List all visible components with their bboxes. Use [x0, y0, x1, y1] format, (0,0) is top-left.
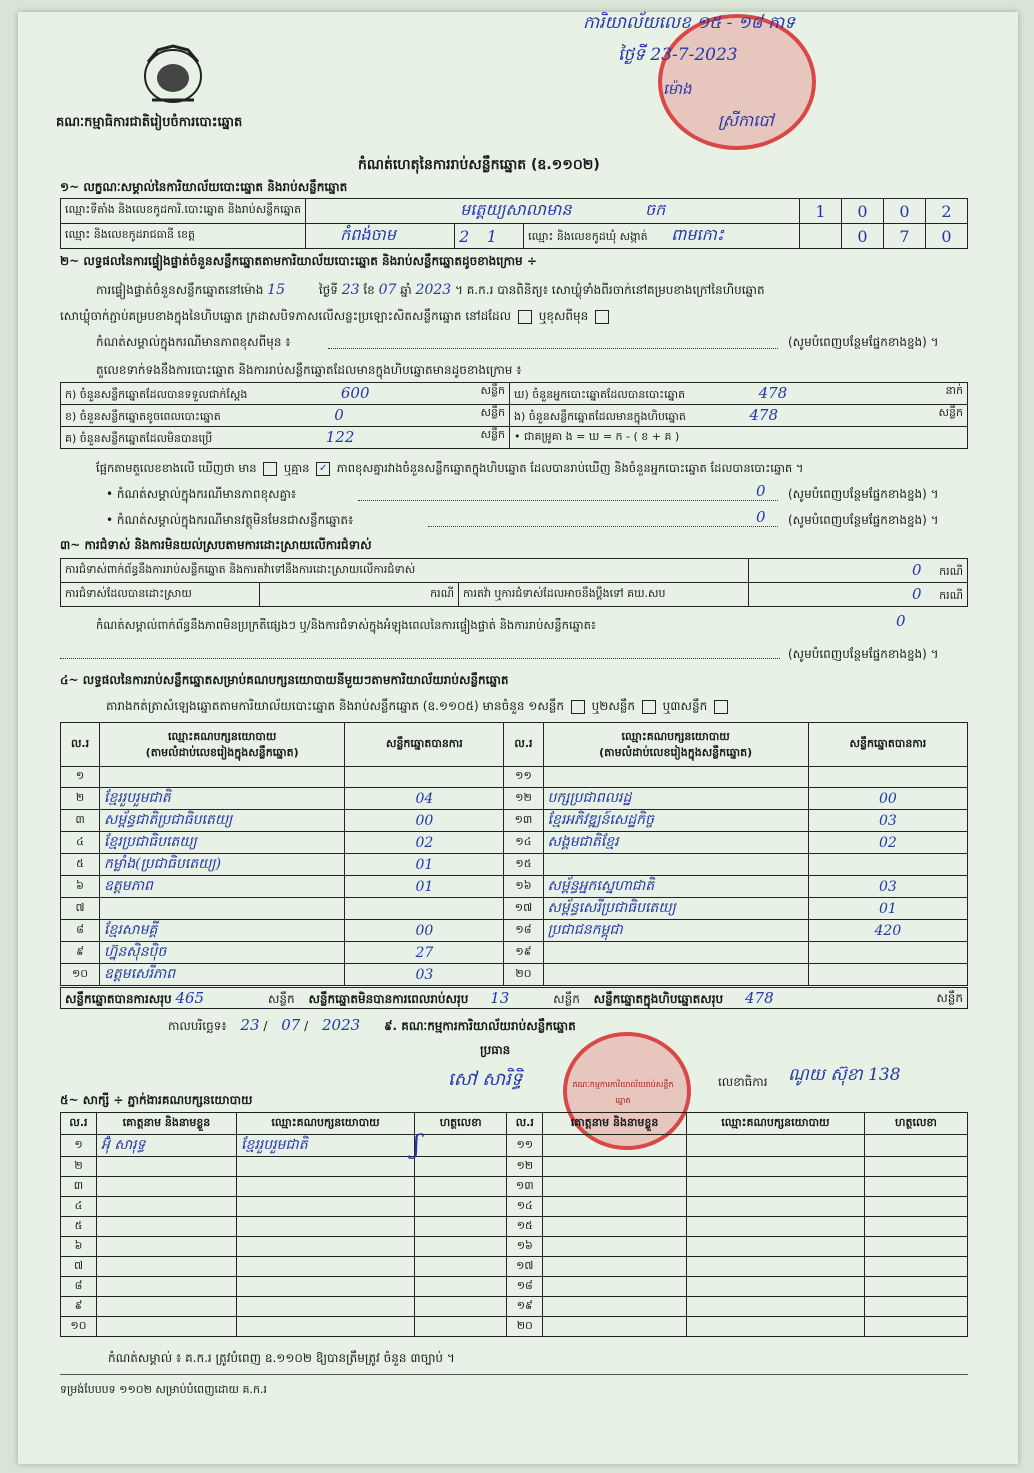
table-row [61, 810, 968, 832]
witness-name [543, 1217, 687, 1237]
witness-sign [864, 1237, 967, 1257]
seal-line [60, 308, 612, 324]
witness-sign [864, 1217, 967, 1237]
witness-party [686, 1237, 864, 1257]
three-sheet-label: ឬ៣សន្លឹក [662, 699, 708, 713]
party-name: សម្ព័ន្ធអ្នកស្នេហាជាតិ [543, 876, 808, 898]
table-row [61, 854, 968, 876]
col-party: ឈ្មោះគណបក្សនយោបាយ [237, 1113, 415, 1135]
party-name: ឧត្តមសេរីភាព [100, 964, 345, 986]
witness-sign [864, 1277, 967, 1297]
witness-no: ១៥ [507, 1217, 543, 1237]
party-no: ៩ [61, 942, 100, 964]
party-name [543, 942, 808, 964]
witness-name [96, 1217, 236, 1237]
national-emblem-icon [138, 42, 208, 108]
verify-time: 15 [267, 282, 285, 298]
party-name [543, 854, 808, 876]
witness-name [96, 1257, 236, 1277]
stamp-line2: ថ្ងៃទី 23-7-2023 [618, 45, 738, 65]
verify-month: 07 [378, 282, 397, 298]
table-row [61, 767, 968, 788]
witness-sign [864, 1177, 967, 1197]
comparison-a: ផ្អែកតាមតួលេខខាងលើ ឃើញថា មាន [96, 461, 257, 475]
unit: សន្លឹក [553, 992, 580, 1006]
party-votes: 03 [808, 810, 967, 832]
comparison-c: ភាពខុសគ្នារវាងចំនួនសន្លឹកឆ្នោតក្នុងហិបឆ្នោត ដែលបានរាប់ឃើញ និងចំនួនអ្នកបោះឆ្នោត ដែលបានបោះឆ្នោត ។ [336, 461, 804, 475]
witness-party [686, 1177, 864, 1197]
figures-intro: តួលេខទាក់ទងនឹងការបោះឆ្នោត និងការរាប់សន្លឹកឆ្នោតដែលមានក្នុងហិបឆ្នោតមានដូចខាងក្រោម ៖ [96, 363, 522, 377]
table-row [61, 876, 968, 898]
unused-value: 122 [325, 427, 355, 446]
note-fake-label: • កំណត់សម្គាល់ក្នុងករណីមានវត្ថុមិនមែនជាសន្លឹកឆ្នោត៖ [106, 513, 354, 527]
total-valid-label: សន្លឹកឆ្នោតបានការសរុប [65, 992, 172, 1006]
figures-table [60, 382, 968, 449]
col-party-sub: (តាមលំដាប់លេខរៀងក្នុងសន្លឹកឆ្នោត) [599, 745, 753, 759]
party-votes: 02 [808, 832, 967, 854]
witness-name [96, 1157, 236, 1177]
commune-code-digit: 7 [884, 224, 926, 249]
col-party: ឈ្មោះគណបក្សនយោបាយ [621, 729, 730, 743]
witness-no: ៥ [61, 1217, 97, 1237]
witness-table [60, 1112, 968, 1337]
witness-sign [415, 1217, 507, 1237]
witness-sign [415, 1197, 507, 1217]
witness-sign [415, 1297, 507, 1317]
note-diff-value: 0 [756, 482, 766, 500]
table-row [61, 1217, 968, 1237]
verify-line [96, 282, 765, 298]
party-no: ១១ [504, 767, 543, 788]
witness-no: ២ [61, 1157, 97, 1177]
unused-label: គ) ចំនួនសន្លឹកឆ្នោតដែលមិនបានប្រើ [65, 431, 213, 445]
seal-diff-label: ឬខុសពីមុន [538, 309, 589, 323]
party-no: ២០ [504, 964, 543, 986]
witness-sign [415, 1277, 507, 1297]
witness-no: ១៣ [507, 1177, 543, 1197]
witness-name [543, 1277, 687, 1297]
party-no: ១៧ [504, 898, 543, 920]
party-no: ៥ [61, 854, 100, 876]
president-signature: សៅ សារិទ្ធិ [448, 1069, 523, 1090]
witness-party [686, 1157, 864, 1177]
witness-no: ១៤ [507, 1197, 543, 1217]
witness-party [237, 1277, 415, 1297]
totals-row [60, 987, 968, 1009]
code-digit: 0 [884, 199, 926, 224]
witness-no: ៣ [61, 1177, 97, 1197]
spoiled-value: 0 [334, 405, 344, 424]
stamp-line1: ការិយាល័យលេខ ១៥ - ១៨ កាទ [583, 13, 796, 33]
two-sheet-label: ឬ២សន្លឹក [591, 699, 636, 713]
verify-year-label: ឆ្នាំ [400, 283, 412, 297]
complaint-row1-label: ការជំទាស់ពាក់ព័ន្ធនឹងការរាប់សន្លឹកឆ្នោត និងការតវ៉ាទៅនឹងការដោះស្រាយលើការជំទាស់ [61, 559, 749, 583]
party-name: ហ្វ៊ុនស៊ិនប៉ិច [100, 942, 345, 964]
col-no: ល.រ [507, 1113, 543, 1135]
table-row [61, 1237, 968, 1257]
date-day: 23 [240, 1016, 260, 1034]
party-votes: 02 [345, 832, 504, 854]
stamp-signature: ស្រីកាបៅ [718, 111, 774, 130]
witness-party [237, 1317, 415, 1337]
form-footer: ទម្រង់បែបបទ ១១០២ សម្រាប់បំពេញដោយ គ.ក.រ [60, 1383, 267, 1396]
witness-party [686, 1197, 864, 1217]
party-votes: 03 [345, 964, 504, 986]
witness-no: ៨ [61, 1277, 97, 1297]
sec2-heading: ២~ លទ្ធផលនៃការផ្ទៀងផ្ទាត់ចំនួនសន្លឹកឆ្នោតតាមការិយាល័យបោះឆ្នោត និងរាប់សន្លឹកឆ្នោតដូចខាងក្រោម ÷ [60, 254, 537, 268]
party-no: ៣ [61, 810, 100, 832]
witness-name [543, 1317, 687, 1337]
province-label: ឈ្មោះ និងលេខកូដរាជធានី ខេត្ត [61, 224, 306, 249]
witness-sign [415, 1177, 507, 1197]
witness-no: ១២ [507, 1157, 543, 1177]
witness-party [237, 1297, 415, 1317]
location-value: មត្តេយ្យសាលាមាន [460, 200, 572, 219]
in-box-label: ង) ចំនួនសន្លឹកឆ្នោតដែលមានក្នុងហិបឆ្នោត [514, 409, 686, 423]
code-digit: 0 [842, 199, 884, 224]
diff-note-line [328, 348, 778, 349]
table-row [61, 1135, 968, 1157]
witness-party [686, 1317, 864, 1337]
received-label: ក) ចំនួនសន្លឹកឆ្នោតដែលបានទទួលជាក់ស្តែង [65, 387, 248, 401]
form-title: កំណត់ហេតុនៃការរាប់សន្លឹកឆ្នោត (ឧ.១១០២) [358, 157, 600, 173]
col-party: ឈ្មោះគណបក្សនយោបាយ [168, 729, 277, 743]
sec4-heading: ៤~ លទ្ធផលនៃការរាប់សន្លឹកឆ្នោតសម្រាប់គណបក្សនយោបាយនីមួយៗតាមការិយាល័យរាប់សន្លឹកឆ្នោត [60, 673, 509, 687]
sec1-table [60, 198, 968, 249]
witness-name [96, 1237, 236, 1257]
party-no: ១៣ [504, 810, 543, 832]
party-no: ១៨ [504, 920, 543, 942]
witness-name [96, 1297, 236, 1317]
sec3-table [60, 558, 968, 607]
witness-no: ១៧ [507, 1257, 543, 1277]
commune-value: ពាមកោះ [671, 225, 724, 244]
has-diff-checkbox[interactable] [263, 462, 277, 476]
voters-label: ឃ) ចំនួនអ្នកបោះឆ្នោតដែលបានបោះឆ្នោត [514, 387, 686, 401]
secretary-label: លេខាធិការ [718, 1075, 768, 1089]
formula: • ជាគម្រូគា ង = ឃ = ក - ( ខ + គ ) [510, 427, 968, 449]
date-line: កាលបរិច្ឆេទ៖ 23 / 07 / 2023 ៩. គណៈកម្មការការិយាល័យរាប់សន្លឹកឆ្នោត [168, 1016, 576, 1034]
verify-year: 2023 [415, 282, 452, 298]
party-votes: 01 [808, 898, 967, 920]
witness-name [543, 1197, 687, 1217]
party-no: ១៦ [504, 876, 543, 898]
unit: សន្លឹក [480, 405, 505, 419]
witness-party [237, 1157, 415, 1177]
unit: សន្លឹក [480, 427, 505, 441]
code-digit: 1 [800, 199, 842, 224]
table-row [61, 1257, 968, 1277]
in-box-value: 478 [749, 405, 779, 424]
verify-day: 23 [341, 282, 360, 298]
date-label: កាលបរិច្ឆេទ៖ [168, 1019, 227, 1033]
party-name: ខ្មែររួបរួមជាតិ [100, 788, 345, 810]
witness-sign [864, 1197, 967, 1217]
witness-sign [415, 1157, 507, 1177]
fill-note: (សូមបំពេញបន្ថែមផ្នែកខាងខ្នង) ។ [788, 487, 939, 501]
sheet-count-line [106, 698, 731, 714]
party-no: ៨ [61, 920, 100, 942]
party-name [100, 767, 345, 788]
fill-note: (សូមបំពេញបន្ថែមផ្នែកខាងខ្នង) ។ [788, 513, 939, 527]
witness-no: ១១ [507, 1135, 543, 1157]
table-row [61, 1177, 968, 1197]
witness-sign [864, 1297, 967, 1317]
results-table [60, 722, 968, 986]
three-sheet-checkbox[interactable] [714, 700, 728, 714]
witness-no: ១៩ [507, 1297, 543, 1317]
irregularity-note-value: 0 [896, 612, 906, 630]
location-extra: ចក [644, 200, 666, 219]
stamp-line3: ម៉ោង [663, 80, 692, 98]
witness-party [686, 1217, 864, 1237]
col-no: ល.រ [61, 1113, 97, 1135]
party-no: ១០ [61, 964, 100, 986]
witness-name [543, 1297, 687, 1317]
party-votes [808, 942, 967, 964]
unit: សន្លឹក [936, 991, 963, 1005]
party-votes: 04 [345, 788, 504, 810]
witness-signature: ʃ [413, 1130, 421, 1160]
received-value: 600 [340, 383, 370, 402]
party-votes: 00 [345, 810, 504, 832]
party-no: ១៥ [504, 854, 543, 876]
witness-sign [415, 1135, 507, 1157]
col-party: ឈ្មោះគណបក្សនយោបាយ [686, 1113, 864, 1135]
party-no: ៧ [61, 898, 100, 920]
sec3-heading: ៣~ ការជំទាស់ និងការមិនយល់ស្របតាមការដោះស្រាយលើការជំទាស់ [60, 538, 372, 552]
president-label: ប្រធាន [480, 1043, 511, 1057]
total-box-label: សន្លឹកឆ្នោតក្នុងហិបឆ្នោតសរុប [593, 992, 724, 1006]
committee-label: ៩. គណៈកម្មការការិយាល័យរាប់សន្លឹកឆ្នោត [384, 1019, 576, 1033]
party-votes: 27 [345, 942, 504, 964]
col-sign: ហត្ថលេខា [864, 1113, 967, 1135]
unit: ករណី [939, 588, 963, 602]
party-name [543, 964, 808, 986]
unit: ករណី [260, 583, 459, 607]
verify-month-label: ខែ [363, 283, 375, 297]
party-votes [345, 898, 504, 920]
committee-stamp-text: គណៈកម្មការការិយាល័យរាប់សន្លឹកឆ្នោត [572, 1080, 674, 1105]
col-no: ល.រ [504, 723, 543, 767]
sec1-heading: ១~ លក្ខណៈសម្គាល់នៃការិយាល័យបោះឆ្នោត និងរាប់សន្លឹកឆ្នោត [60, 180, 348, 194]
province-code-digit: 2 [459, 226, 470, 246]
col-votes: សន្លឹកឆ្នោតបានការ [808, 723, 967, 767]
table-row [61, 1317, 968, 1337]
witness-party [237, 1197, 415, 1217]
seal-same-checkbox[interactable] [518, 310, 532, 324]
footer-note: កំណត់សម្គាល់ ៖ គ.ក.រ ត្រូវបំពេញ ឧ.១១០២ ឱ្យបានត្រឹមត្រូវ ចំនួន ៣ច្បាប់ ។ [108, 1351, 455, 1365]
org-name: គណៈកម្មាធិការជាតិរៀបចំការបោះឆ្នោត [56, 115, 243, 130]
unit: នាក់ [945, 383, 963, 397]
witness-sign [415, 1317, 507, 1337]
witness-party [686, 1135, 864, 1157]
table-row [61, 898, 968, 920]
location-label: ឈ្មោះទីតាំង និងលេខកូដការិ.បោះឆ្នោត និងរាប់សន្លឹកឆ្នោត [61, 199, 306, 224]
witness-name [543, 1135, 687, 1157]
date-month: 07 [281, 1016, 301, 1034]
sheet-count-label: តារាងកត់ត្រាសំឡេងឆ្នោតតាមការិយាល័យបោះឆ្នោត និងរាប់សន្លឹកឆ្នោត (ឧ.១១០៥) មានចំនួន ១សន្លឹក [106, 699, 564, 713]
witness-no: ៩ [61, 1297, 97, 1317]
party-name: សម្ព័ន្ធសេរីប្រជាធិបតេយ្យ [543, 898, 808, 920]
date-year: 2023 [322, 1016, 361, 1034]
witness-name [543, 1177, 687, 1197]
verify-day-label: ថ្ងៃទី [318, 283, 338, 297]
party-votes: 420 [808, 920, 967, 942]
party-no: ៦ [61, 876, 100, 898]
col-sign: ហត្ថលេខា [415, 1113, 507, 1135]
province-value: កំពង់ចាម [340, 225, 396, 244]
table-row [61, 964, 968, 986]
party-votes: 01 [345, 854, 504, 876]
party-votes: 00 [808, 788, 967, 810]
table-row [61, 920, 968, 942]
col-votes: សន្លឹកឆ្នោតបានការ [345, 723, 504, 767]
witness-name [543, 1237, 687, 1257]
note-fake-value: 0 [756, 508, 766, 526]
total-box: 478 [744, 989, 774, 1007]
witness-name [543, 1157, 687, 1177]
secretary-signature: ណូយ ស៊ុខា 138 [788, 1065, 901, 1085]
witness-no: ៦ [61, 1237, 97, 1257]
appeal-label: ការតវ៉ា ឬការជំទាស់ដែលអាចនឹងប្តឹងទៅ គឃ.សប [459, 583, 749, 607]
witness-party [686, 1297, 864, 1317]
spoiled-label: ខ) ចំនួនសន្លឹកឆ្នោតខូចពេលបោះឆ្នោត [65, 409, 221, 423]
unit: សន្លឹក [267, 992, 295, 1006]
two-sheet-checkbox[interactable] [642, 700, 656, 714]
witness-sign [864, 1157, 967, 1177]
witness-no: ១៦ [507, 1237, 543, 1257]
comparison-b: ឬគ្មាន [283, 461, 310, 475]
witness-sign [864, 1317, 967, 1337]
total-invalid-label: សន្លឹកឆ្នោតមិនបានការពេលរាប់សរុប [308, 992, 469, 1006]
fill-note: (សូមបំពេញបន្ថែមផ្នែកខាងខ្នង) ។ [788, 647, 939, 661]
table-row [61, 1157, 968, 1177]
ballot-count-form [18, 12, 1018, 1464]
commune-code-digit: 0 [926, 224, 968, 249]
party-name: កម្លាំង(ប្រជាធិបតេយ្យ) [100, 854, 345, 876]
party-name: សម្ព័ន្ធជាតិប្រជាធិបតេយ្យ [100, 810, 345, 832]
irregularity-note-label: កំណត់សម្គាល់ពាក់ព័ន្ធនឹងភាពមិនប្រក្រតីផ្សេងៗ ឬ/និងការជំទាស់ក្នុងអំឡុងពេលនៃការផ្ទៀងផ្ទាត់ និងការរាប់សន្លឹកឆ្នោត៖ [96, 618, 596, 632]
party-name: ឧត្តមភាព [100, 876, 345, 898]
table-row [61, 832, 968, 854]
party-no: ១ [61, 767, 100, 788]
diff-note-label: កំណត់សម្គាល់ក្នុងករណីមានភាពខុសពីមុន ៖ [96, 335, 291, 349]
witness-sign [415, 1257, 507, 1277]
witness-party [686, 1257, 864, 1277]
col-name: គោត្តនាម និងនាមខ្លួន [543, 1113, 687, 1135]
witness-name: អ៊ុំ សារុទ្ធ [96, 1135, 236, 1157]
party-no: ១៤ [504, 832, 543, 854]
table-row [61, 942, 968, 964]
witness-name [543, 1257, 687, 1277]
party-votes: 03 [808, 876, 967, 898]
col-name: គោត្តនាម និងនាមខ្លួន [96, 1113, 236, 1135]
commune-label: ឈ្មោះ និងលេខកូដឃុំ សង្កាត់ [528, 230, 648, 243]
party-name: ប្រជាជនកម្ពុជា [543, 920, 808, 942]
total-valid: 465 [175, 989, 205, 1007]
witness-sign [864, 1135, 967, 1157]
witness-party [237, 1257, 415, 1277]
party-votes [808, 767, 967, 788]
witness-party [237, 1237, 415, 1257]
party-name [543, 767, 808, 788]
unit: សន្លឹក [480, 383, 505, 397]
voters-value: 478 [758, 383, 788, 402]
party-votes [345, 767, 504, 788]
party-name: ខ្មែរសាមគ្គី [100, 920, 345, 942]
witness-name [96, 1277, 236, 1297]
witness-no: ៤ [61, 1197, 97, 1217]
col-party-sub: (តាមលំដាប់លេខរៀងក្នុងសន្លឹកឆ្នោត) [145, 745, 299, 759]
witness-party [237, 1217, 415, 1237]
table-row [61, 788, 968, 810]
note-diff-label: • កំណត់សម្គាល់ក្នុងករណីមានភាពខុសគ្នា៖ [106, 487, 297, 501]
commune-code-digit: 0 [842, 224, 884, 249]
witness-name [96, 1317, 236, 1337]
sec5-heading: ៥~ សាក្សី ÷ ភ្នាក់ងារគណបក្សនយោបាយ [60, 1093, 253, 1107]
party-name: ខ្មែរប្រជាធិបតេយ្យ [100, 832, 345, 854]
unit: ករណី [939, 564, 963, 578]
resolved-label: ការជំទាស់ដែលបានដោះស្រាយ [61, 583, 260, 607]
seal-text: សោឃ្លុំចាក់ភ្ជាប់គម្របខាងក្នុងនៃហិបឆ្នោត ក្រដាសបិទភាសលើសន្លះប្រឡោះសិតសន្លឹកឆ្នោត នៅដដែល [60, 309, 512, 323]
province-code-digit: 1 [486, 226, 497, 246]
comparison-line [96, 460, 803, 476]
witness-name [96, 1197, 236, 1217]
witness-no: ១៨ [507, 1277, 543, 1297]
party-no: ១៩ [504, 942, 543, 964]
party-votes [808, 854, 967, 876]
appeal-value: 0 [912, 584, 922, 603]
party-name: បក្សប្រជាពលរដ្ឋ [543, 788, 808, 810]
party-votes [808, 964, 967, 986]
witness-no: ៧ [61, 1257, 97, 1277]
party-name: សង្គមជាតិខ្មែរ [543, 832, 808, 854]
table-row [61, 1197, 968, 1217]
witness-party [686, 1277, 864, 1297]
party-name: ខ្មែរអភិវឌ្ឍន៍សេដ្ឋកិច្ច [543, 810, 808, 832]
party-no: ១២ [504, 788, 543, 810]
code-digit: 2 [926, 199, 968, 224]
col-no: ល.រ [61, 723, 100, 767]
witness-no: ១០ [61, 1317, 97, 1337]
party-no: ៤ [61, 832, 100, 854]
verify-line-rest: ។ គ.ក.រ បានពិនិត្យ៖ សោឃ្លុំទាំងពីរចាក់នៅគម្របខាងក្រៅនៃហិបឆ្នោត [455, 283, 765, 297]
complaint-row1-value: 0 [912, 560, 922, 579]
verify-time-label: ការផ្ទៀងផ្ទាត់ចំនួនសន្លឹកឆ្នោតនៅម៉ោង [96, 283, 264, 297]
one-sheet-checkbox[interactable] [571, 700, 585, 714]
witness-party [237, 1177, 415, 1197]
unit: សន្លឹក [938, 405, 963, 419]
witness-sign [415, 1237, 507, 1257]
seal-diff-checkbox[interactable] [595, 310, 609, 324]
party-name [100, 898, 345, 920]
party-votes: 01 [345, 876, 504, 898]
witness-no: ១ [61, 1135, 97, 1157]
party-votes: 00 [345, 920, 504, 942]
table-row [61, 1297, 968, 1317]
witness-sign [864, 1257, 967, 1277]
witness-no: ២០ [507, 1317, 543, 1337]
fill-note: (សូមបំពេញបន្ថែមផ្នែកខាងខ្នង) ។ [788, 335, 939, 349]
table-row [61, 1277, 968, 1297]
no-diff-checkbox[interactable]: ✓ [316, 462, 330, 476]
party-no: ២ [61, 788, 100, 810]
witness-party: ខ្មែររួបរួមជាតិ [237, 1135, 415, 1157]
witness-name [96, 1177, 236, 1197]
total-invalid: 13 [490, 989, 510, 1007]
